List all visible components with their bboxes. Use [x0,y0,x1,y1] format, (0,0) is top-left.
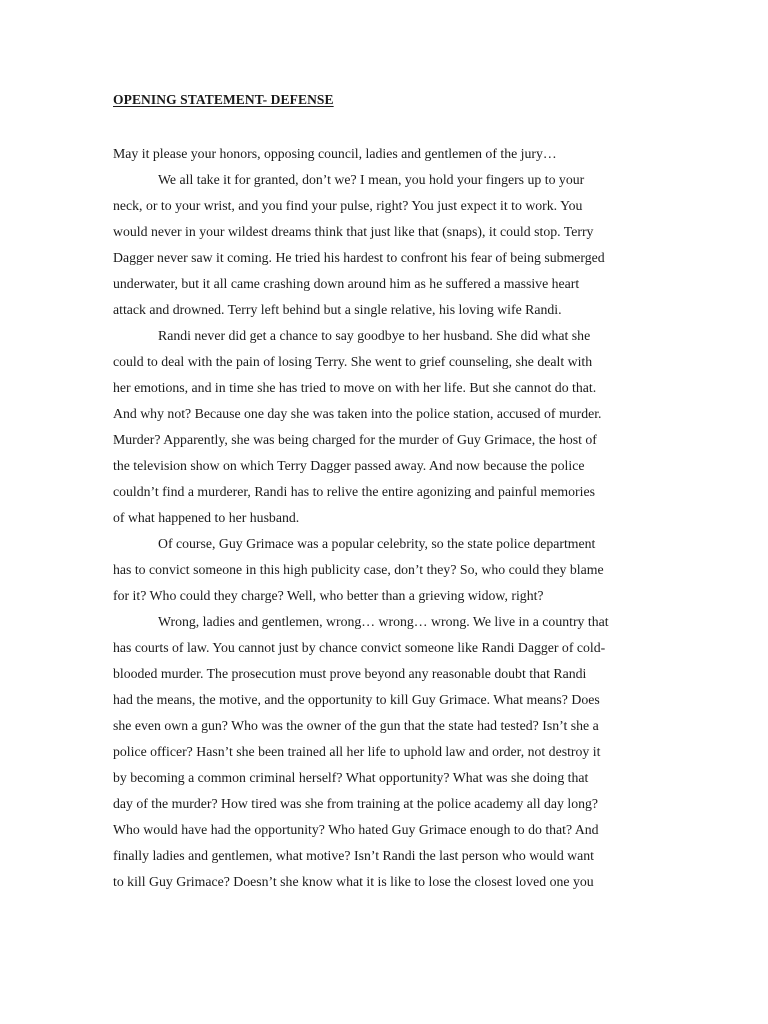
document-title: OPENING STATEMENT- DEFENSE [113,92,334,107]
paragraph-first-line: Randi never did get a chance to say goodbye to her husband. She did what she [158,328,591,343]
text-line: the television show on which Terry Dagger passed away. And now because the police [113,458,585,473]
text-line: she even own a gun? Who was the owner of the gun that the state had tested? Isn’t she a [113,718,599,733]
text-line: by becoming a common criminal herself? What opportunity? What was she doing that [113,770,589,785]
text-line: Murder? Apparently, she was being charged for the murder of Guy Grimace, the host of [113,432,597,447]
text-line: would never in your wildest dreams think that just like that (snaps), it could stop. Terry [113,224,594,239]
document-body [113,141,658,895]
text-line: police officer? Hasn’t she been trained all her life to uphold law and order, not destroy it [113,744,601,759]
text-line: neck, or to your wrist, and you find your pulse, right? You just expect it to work. You [113,198,583,213]
text-line: had the means, the motive, and the opportunity to kill Guy Grimace. What means? Does [113,692,600,707]
paragraph-first-line: We all take it for granted, don’t we? I mean, you hold your fingers up to your [158,172,585,187]
text-line: her emotions, and in time she has tried to move on with her life. But she cannot do that. [113,380,597,395]
text-line: couldn’t find a murderer, Randi has to relive the entire agonizing and painful memories [113,484,595,499]
text-line: Dagger never saw it coming. He tried his hardest to confront his fear of being submerged [113,250,605,265]
text-line: Who would have had the opportunity? Who hated Guy Grimace enough to do that? And [113,822,599,837]
text-line: underwater, but it all came crashing down around him as he suffered a massive heart [113,276,580,291]
text-line: for it? Who could they charge? Well, who better than a grieving widow, right? [113,588,544,603]
paragraph-first-line: Wrong, ladies and gentlemen, wrong… wrong… wrong. We live in a country that [158,614,609,629]
text-line: finally ladies and gentlemen, what motive? Isn’t Randi the last person who would want [113,848,594,863]
text-line: has courts of law. You cannot just by chance convict someone like Randi Dagger of cold- [113,640,606,655]
text-line: to kill Guy Grimace? Doesn’t she know what it is like to lose the closest loved one you [113,874,594,889]
paragraph-first-line: Of course, Guy Grimace was a popular celebrity, so the state police department [158,536,596,551]
text-line: blooded murder. The prosecution must prove beyond any reasonable doubt that Randi [113,666,587,681]
text-line: could to deal with the pain of losing Terry. She went to grief counseling, she dealt with [113,354,593,369]
text-line: attack and drowned. Terry left behind but a single relative, his loving wife Randi. [113,302,562,317]
text-line: of what happened to her husband. [113,510,300,525]
text-line: day of the murder? How tired was she from training at the police academy all day long? [113,796,599,811]
text-line: May it please your honors, opposing council, ladies and gentlemen of the jury… [113,146,557,161]
text-line: And why not? Because one day she was taken into the police station, accused of murder. [113,406,602,421]
text-line: has to convict someone in this high publicity case, don’t they? So, who could they blame [113,562,604,577]
